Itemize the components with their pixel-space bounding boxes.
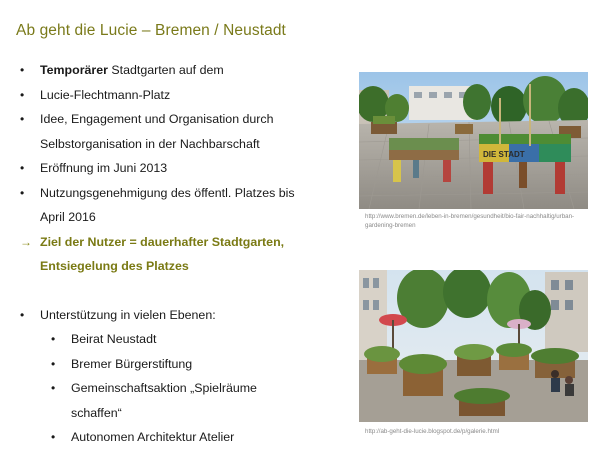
bullet-marker: • xyxy=(20,63,25,77)
bullet-text: Lucie-Flechtmann-Platz xyxy=(40,87,171,102)
bullet-text: Selbstorganisation in der Nachbarschaft xyxy=(40,136,260,151)
bullet-continuation xyxy=(20,132,350,157)
bullet-text: Unterstützung in vielen Ebenen: xyxy=(40,307,216,322)
sub-bullet-item xyxy=(20,376,350,401)
bullet-text: April 2016 xyxy=(40,210,96,224)
bullet-marker: • xyxy=(51,356,56,371)
garden-photo-2 xyxy=(359,270,588,422)
bullet-marker: • xyxy=(20,87,25,102)
bullet-item xyxy=(20,58,350,83)
sub-bullet-item xyxy=(20,352,350,377)
sub-bullet-continuation xyxy=(20,401,350,426)
sub-bullet-item xyxy=(20,327,350,352)
svg-text:DIE STADT: DIE STADT xyxy=(483,150,525,159)
bullet-continuation xyxy=(20,205,350,230)
bullet-item xyxy=(20,107,350,132)
sub-bullet-text: Autonomen Architektur Atelier xyxy=(71,430,235,444)
bullet-continuation xyxy=(20,83,350,108)
bullet-text-bold: Temporärer xyxy=(40,63,108,77)
bullet-marker: • xyxy=(20,307,25,322)
bullet-item xyxy=(20,156,350,181)
sub-bullet-text: Beirat Neustadt xyxy=(71,332,157,346)
bullet-marker: • xyxy=(51,430,56,444)
bullet-marker: • xyxy=(51,332,56,346)
bullet-text: Eröffnung im Juni 2013 xyxy=(40,161,168,175)
slide-title: Ab geht die Lucie – Bremen / Neustadt xyxy=(16,22,286,39)
bullet-text: Stadtgarten auf dem xyxy=(107,63,224,77)
goal-continuation xyxy=(20,254,350,279)
garden-photo-1 xyxy=(359,72,588,209)
bullet-item xyxy=(20,303,350,328)
bullet-list xyxy=(20,58,350,450)
sub-bullet-text: Gemeinschaftsaktion „Spielräume xyxy=(71,381,257,395)
goal-text: Entsiegelung des Platzes xyxy=(40,259,189,273)
sub-bullet-text: Bremer Bürgerstiftung xyxy=(71,356,193,371)
goal-text: Ziel der Nutzer = dauerhafter Stadtgarten, xyxy=(40,234,285,249)
bullet-text: Nutzungsgenehmigung des öffentl. Platzes bis xyxy=(40,185,295,200)
goal-item xyxy=(20,230,350,255)
bullet-marker: • xyxy=(20,112,25,126)
bullet-marker: • xyxy=(20,161,25,175)
arrow-icon: → xyxy=(20,234,32,249)
bullet-marker: • xyxy=(51,381,56,395)
bullet-item xyxy=(20,181,350,206)
bullet-text: Idee, Engagement und Organisation durch xyxy=(40,112,274,126)
photo-1-caption: http://www.bremen.de/leben-in-bremen/gesundheit/bio-fair-nachhaltig/urban-gardening-bremen xyxy=(365,213,575,229)
bullet-marker: • xyxy=(20,185,25,200)
photo-2-caption: http://ab-geht-die-lucie.blogspot.de/p/galerie.html xyxy=(365,428,500,435)
sub-bullet-text: schaffen“ xyxy=(71,405,122,420)
sub-bullet-item xyxy=(20,425,350,450)
